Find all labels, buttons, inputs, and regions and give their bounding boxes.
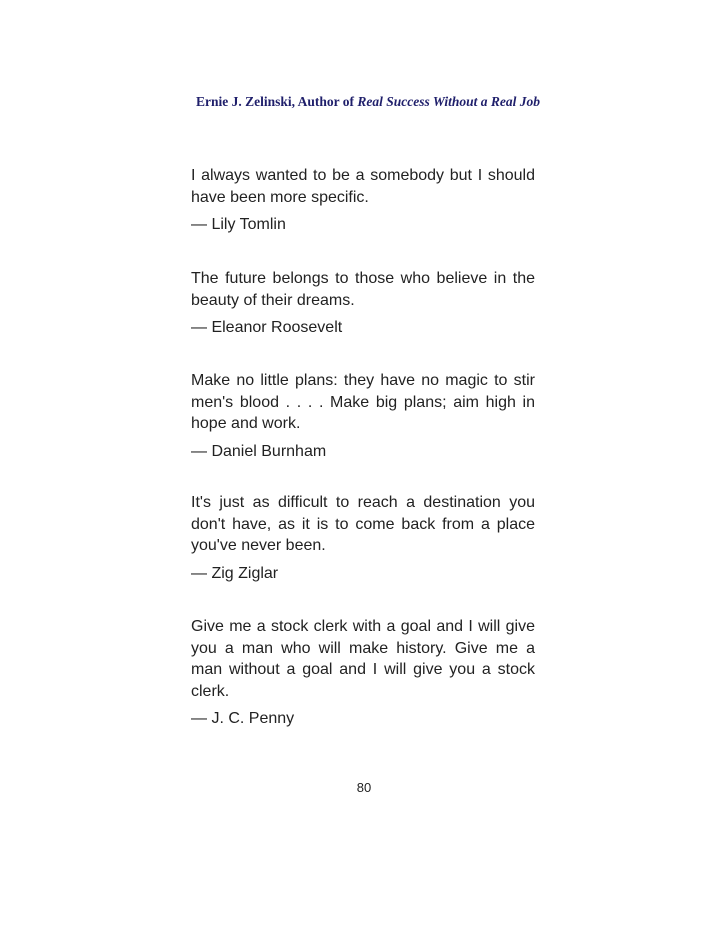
quote-block: [191, 492, 535, 584]
quote-text: Make no little plans: they have no magic to stir men's blood . . . . Make big plans; aim high in hope and work.: [191, 372, 535, 432]
running-header: [196, 94, 556, 110]
quote-text: Give me a stock clerk with a goal and I will give you a man who will make history. Give me a man without a goal and I will give you a stock clerk.: [191, 618, 535, 700]
header-book-title: Real Success Without a Real Job: [357, 94, 541, 109]
quote-block: [191, 268, 535, 339]
quote-author: — J. C. Penny: [191, 710, 295, 727]
quote-text: It's just as difficult to reach a destination you don't have, as it is to come back from a place you've never been.: [191, 494, 535, 554]
quote-block: [191, 165, 535, 236]
page-number: 80: [356, 780, 372, 795]
quote-text: I always wanted to be a somebody but I should have been more specific.: [191, 167, 535, 206]
quote-author: — Zig Ziglar: [191, 564, 279, 582]
quote-block: [191, 616, 535, 730]
header-author: Ernie J. Zelinski, Author of: [196, 94, 355, 109]
quote-text: The future belongs to those who believe in the beauty of their dreams.: [191, 270, 535, 309]
quote-author: — Eleanor Roosevelt: [191, 319, 343, 336]
quote-author: — Lily Tomlin: [191, 216, 286, 233]
quote-block: [191, 370, 535, 462]
quote-author: — Daniel Burnham: [191, 442, 327, 460]
